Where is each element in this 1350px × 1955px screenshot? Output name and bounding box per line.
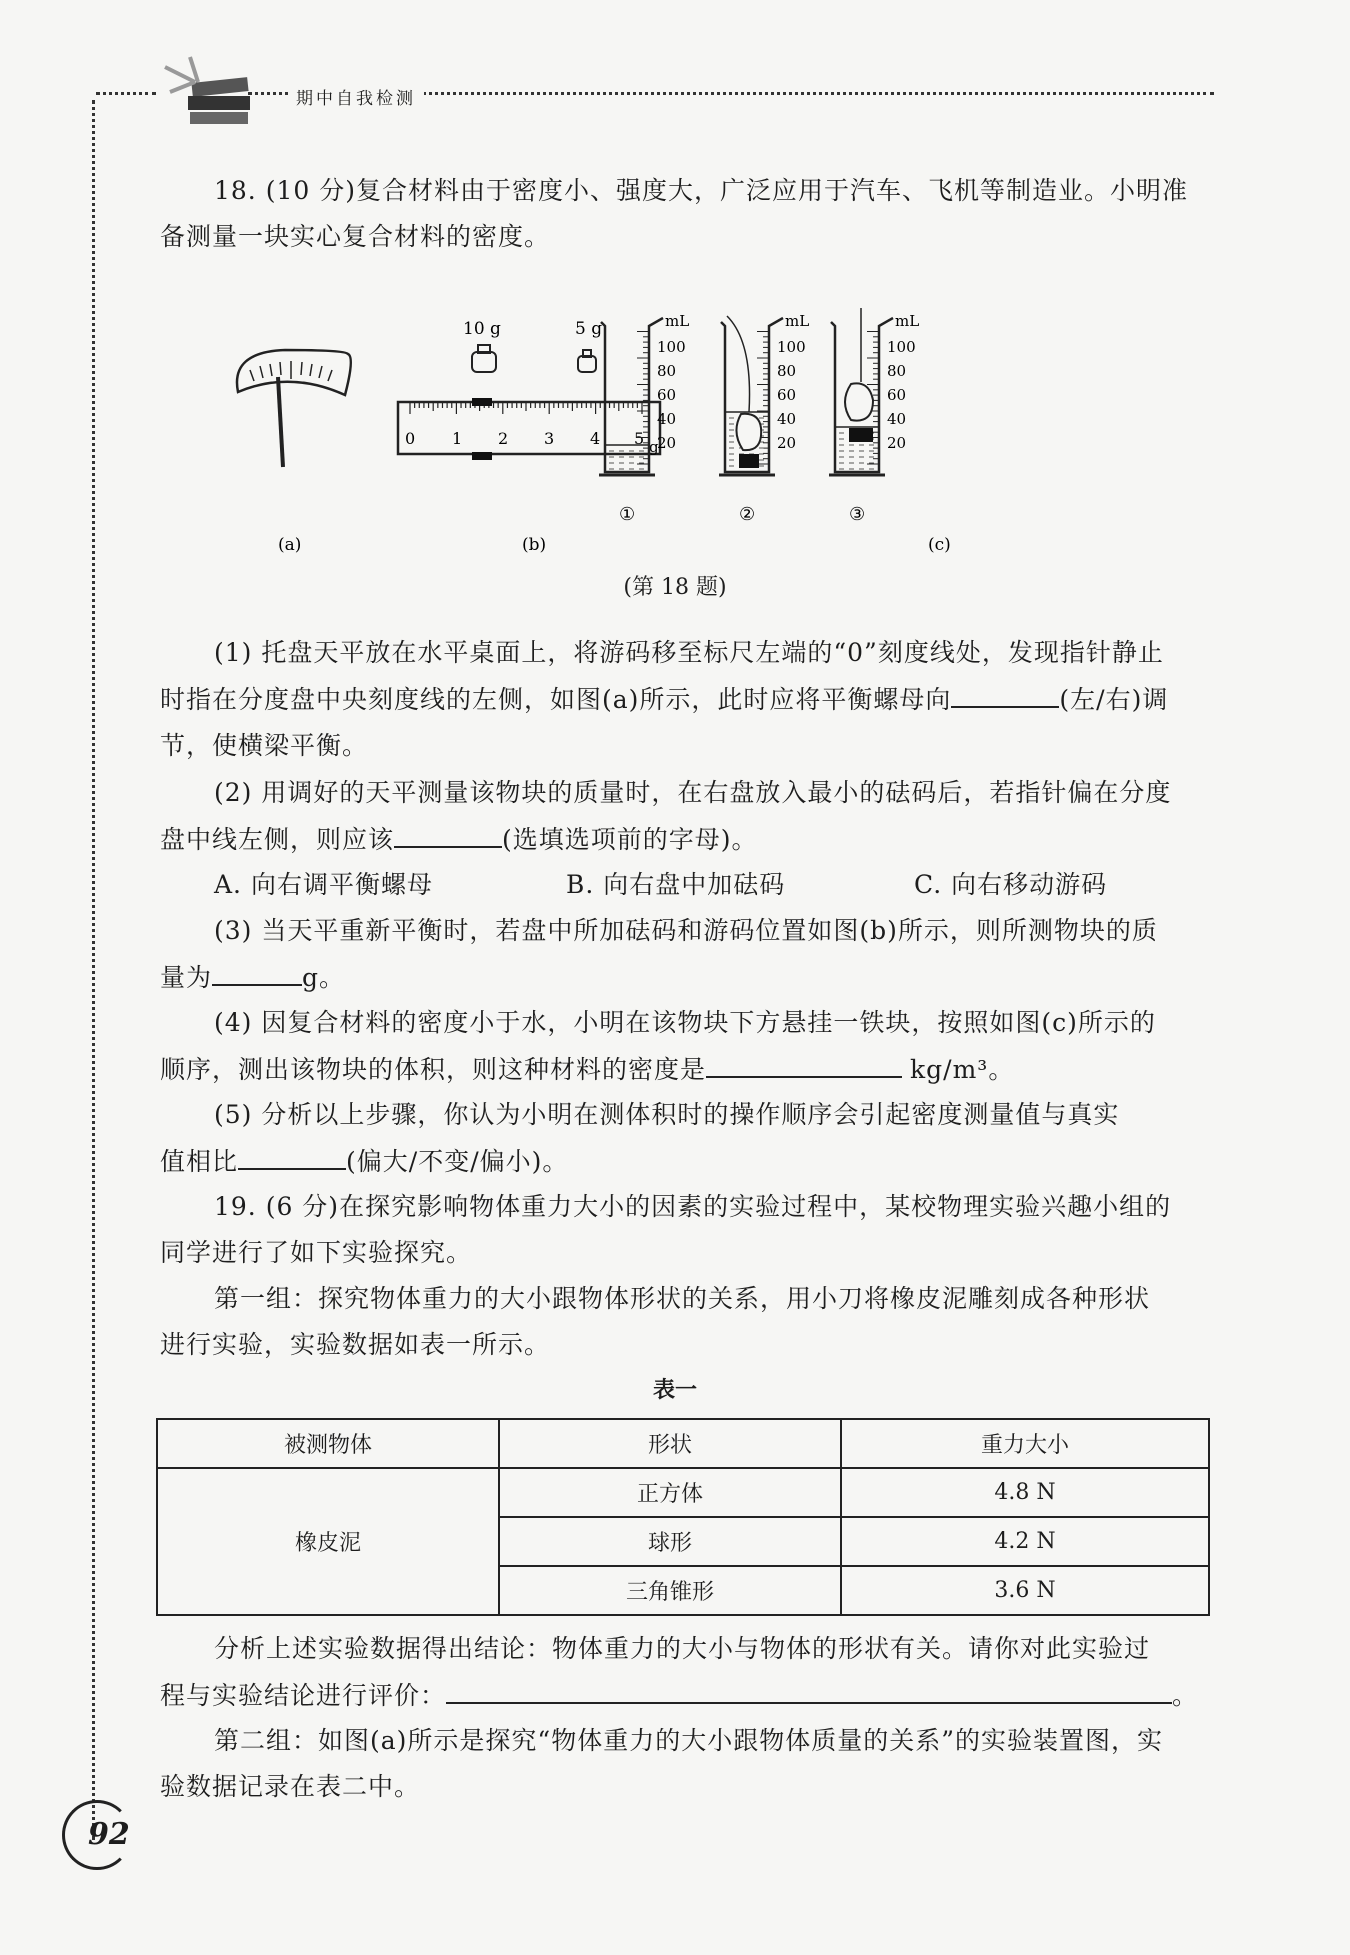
option-b: B. 向右盘中加砝码 — [566, 870, 786, 899]
blank-6[interactable] — [446, 1672, 1172, 1704]
balance-dial — [237, 350, 351, 467]
cylinder-tick-label: 20 — [887, 434, 907, 452]
header-logo — [150, 52, 260, 132]
svg-text:5: 5 — [634, 429, 645, 448]
q19-intro: 19. (6 分)在探究影响物体重力大小的因素的实验过程中，某校物理实验兴趣小组的 同学进行了如下实验探究。 — [160, 1192, 1172, 1267]
q19-group2: 第二组：如图(a)所示是探究“物体重力的大小跟物体质量的关系”的实验装置图，实 验数据记录在表二中。 — [160, 1726, 1163, 1801]
svg-text:1: 1 — [452, 429, 463, 448]
option-a: A. 向右调平衡螺母 — [214, 870, 433, 899]
table-1 — [156, 1418, 1210, 1616]
q18-figure-caption: (第 18 题) — [623, 575, 727, 600]
cylinder-2 — [719, 312, 809, 525]
blank-5[interactable] — [238, 1138, 346, 1170]
q19-conclusion: 分析上述实验数据得出结论：物体重力的大小与物体的形状有关。请你对此实验过 程与实验结论进行评价： 。 — [160, 1634, 1199, 1710]
cylinder-label: ② — [739, 504, 756, 525]
header-object: 被测物体 — [157, 1419, 499, 1468]
iron-block — [739, 454, 759, 468]
blank-4[interactable] — [706, 1046, 902, 1078]
svg-text:g: g — [649, 438, 659, 456]
q18-options — [160, 862, 1212, 908]
svg-text:4: 4 — [590, 429, 601, 448]
cylinder-unit: mL — [895, 312, 920, 330]
q18-s1: (1) 托盘天平放在水平桌面上，将游码移至标尺左端的“0”刻度线处，发现指针静止 时指在分度盘中央刻度线的左侧，如图(a)所示，此时应将平衡螺母向 (左/右)调 节，使横梁平衡。 — [160, 638, 1169, 760]
cylinder-tick-label: 80 — [887, 362, 907, 380]
cylinder-tick-label: 80 — [657, 362, 677, 380]
q18-s5: (5) 分析以上步骤，你认为小明在测体积时的操作顺序会引起密度测量值与真实 值相比 (偏大/不变/偏小)。 — [160, 1100, 1120, 1176]
header-weight: 重力大小 — [841, 1419, 1209, 1468]
thread — [727, 316, 750, 412]
q19-group1: 第一组：探究物体重力的大小跟物体形状的关系，用小刀将橡皮泥雕刻成各种形状 进行实验，实验数据如表一所示。 — [160, 1284, 1151, 1359]
header-shape: 形状 — [499, 1419, 841, 1468]
table-row — [157, 1468, 1209, 1517]
q18-s3: (3) 当天平重新平衡时，若盘中所加砝码和游码位置如图(b)所示，则所测物块的质 量为 g。 — [160, 916, 1158, 992]
svg-text:2: 2 — [498, 429, 509, 448]
margin-dotted-line — [92, 100, 95, 1840]
option-c: C. 向右移动游码 — [914, 870, 1108, 899]
blank-1[interactable] — [951, 676, 1059, 708]
label-c: (c) — [928, 535, 951, 555]
table-title: 表一 — [652, 1378, 697, 1403]
cylinder-tick-label: 40 — [887, 410, 907, 428]
q18-s4: (4) 因复合材料的密度小于水，小明在该物块下方悬挂一铁块，按照如图(c)所示的 顺序，测出该物块的体积，则这种材料的密度是 kg/m³。 — [160, 1008, 1156, 1084]
cell-weight: 4.8 N — [841, 1468, 1209, 1517]
header-dotted-left — [96, 92, 156, 95]
cylinder-tick-label: 60 — [777, 386, 797, 404]
cell-shape: 正方体 — [499, 1468, 841, 1517]
svg-text:5 g: 5 g — [575, 319, 603, 339]
iron-block — [849, 428, 873, 442]
q18-figure — [150, 282, 1210, 582]
composite-block — [736, 414, 761, 450]
svg-text:10 g: 10 g — [463, 319, 501, 339]
cell-weight: 4.2 N — [841, 1517, 1209, 1566]
cylinder-tick-label: 100 — [657, 338, 686, 356]
cylinder-tick-label: 100 — [887, 338, 916, 356]
svg-text:0: 0 — [405, 429, 416, 448]
cylinder-3 — [829, 308, 919, 525]
cylinder-unit: mL — [665, 312, 690, 330]
label-b: (b) — [522, 535, 547, 555]
cylinder-1 — [599, 312, 689, 525]
cylinder-unit: mL — [785, 312, 810, 330]
label-a: (a) — [278, 535, 302, 555]
svg-text:3: 3 — [544, 429, 555, 448]
composite-block — [845, 383, 873, 420]
header-title: 期中自我检测 — [288, 84, 424, 109]
cylinder-tick-label: 60 — [657, 386, 677, 404]
cylinder-tick-label: 20 — [657, 434, 677, 452]
cell-object: 橡皮泥 — [157, 1468, 499, 1615]
blank-3[interactable] — [212, 954, 302, 986]
cylinder-label: ③ — [849, 504, 866, 525]
cylinder-tick-label: 40 — [777, 410, 797, 428]
weights — [463, 319, 602, 372]
blank-2[interactable] — [394, 816, 502, 848]
cell-shape: 三角锥形 — [499, 1566, 841, 1615]
cylinders — [599, 308, 919, 525]
cell-shape: 球形 — [499, 1517, 841, 1566]
cell-weight: 3.6 N — [841, 1566, 1209, 1615]
page-number: 92 — [88, 1817, 130, 1852]
cylinder-tick-label: 100 — [777, 338, 806, 356]
table-header-row — [157, 1419, 1209, 1468]
cylinder-tick-label: 60 — [887, 386, 907, 404]
q18-intro: 18. (10 分)复合材料由于密度小、强度大，广泛应用于汽车、飞机等制造业。小明准 备测量一块实心复合材料的密度。 — [160, 176, 1188, 251]
q18-s2: (2) 用调好的天平测量该物块的质量时，在右盘放入最小的砝码后，若指针偏在分度 盘中线左侧，则应该 (选填选项前的字母)。 — [160, 778, 1172, 854]
cylinder-label: ① — [619, 504, 636, 525]
cylinder-tick-label: 40 — [657, 410, 677, 428]
cylinder-tick-label: 20 — [777, 434, 797, 452]
cylinder-tick-label: 80 — [777, 362, 797, 380]
